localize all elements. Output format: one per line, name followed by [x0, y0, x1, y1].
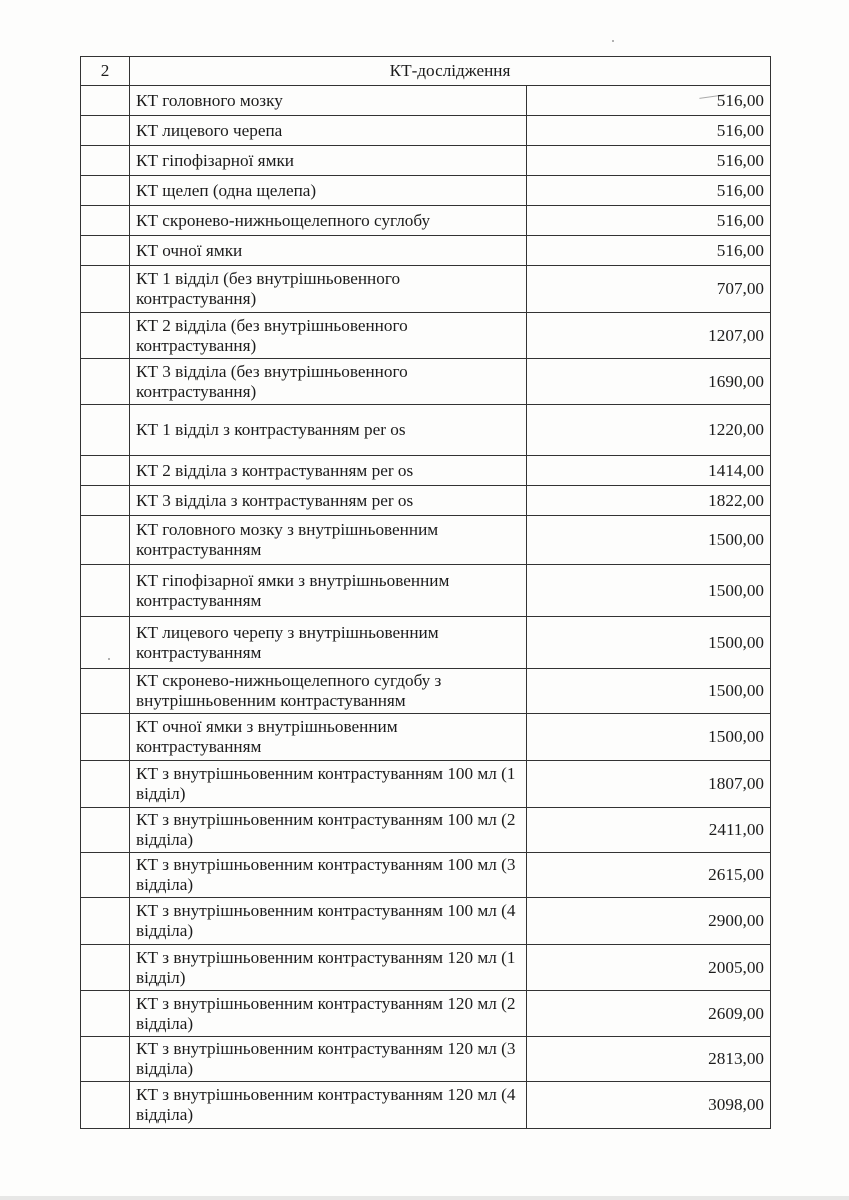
service-price: 1500,00 — [527, 669, 771, 714]
service-name: КТ з внутрішньовенним контрастуванням 120 мл (2 відділа) — [130, 991, 527, 1037]
row-number-cell — [81, 206, 130, 236]
service-price: 2609,00 — [527, 991, 771, 1037]
table-row — [81, 853, 771, 898]
row-number-cell — [81, 516, 130, 565]
table-row — [81, 516, 771, 565]
row-number-cell — [81, 176, 130, 206]
row-number-cell — [81, 86, 130, 116]
service-price: 1220,00 — [527, 405, 771, 456]
table-row — [81, 206, 771, 236]
row-number-cell — [81, 1082, 130, 1129]
scan-speck — [612, 40, 614, 42]
service-name: КТ лицевого черепу з внутрішньовенним контрастуванням — [130, 617, 527, 669]
service-name: КТ 2 відділа (без внутрішньовенного контрастування) — [130, 313, 527, 359]
table-row — [81, 669, 771, 714]
row-number-cell — [81, 456, 130, 486]
service-price: 1207,00 — [527, 313, 771, 359]
table-row — [81, 176, 771, 206]
price-table — [80, 56, 771, 1129]
row-number-cell — [81, 405, 130, 456]
service-price: 1822,00 — [527, 486, 771, 516]
service-name: КТ гіпофізарної ямки — [130, 146, 527, 176]
table-row — [81, 486, 771, 516]
service-name: КТ гіпофізарної ямки з внутрішньовенним контрастуванням — [130, 565, 527, 617]
table-row — [81, 714, 771, 761]
table-row — [81, 1037, 771, 1082]
service-price: 516,00 — [527, 86, 771, 116]
section-number: 2 — [81, 57, 130, 86]
row-number-cell — [81, 486, 130, 516]
service-price: 3098,00 — [527, 1082, 771, 1129]
service-name: КТ головного мозку — [130, 86, 527, 116]
price-table-body — [81, 57, 771, 1129]
service-name: КТ 2 відділа з контрастуванням per os — [130, 456, 527, 486]
service-name: КТ очної ямки з внутрішньовенним контрастуванням — [130, 714, 527, 761]
table-row — [81, 898, 771, 945]
service-name: КТ з внутрішньовенним контрастуванням 120 мл (3 відділа) — [130, 1037, 527, 1082]
service-name: КТ 1 відділ (без внутрішньовенного контрастування) — [130, 266, 527, 313]
service-price: 1414,00 — [527, 456, 771, 486]
scan-edge — [0, 1196, 849, 1200]
table-row — [81, 116, 771, 146]
service-name: КТ з внутрішньовенним контрастуванням 100 мл (1 відділ) — [130, 761, 527, 808]
row-number-cell — [81, 236, 130, 266]
table-row — [81, 808, 771, 853]
row-number-cell — [81, 146, 130, 176]
row-number-cell — [81, 359, 130, 405]
table-row — [81, 313, 771, 359]
service-name: КТ з внутрішньовенним контрастуванням 120 мл (4 відділа) — [130, 1082, 527, 1129]
row-number-cell — [81, 1037, 130, 1082]
row-number-cell — [81, 761, 130, 808]
row-number-cell — [81, 617, 130, 669]
row-number-cell — [81, 116, 130, 146]
table-row — [81, 617, 771, 669]
row-number-cell — [81, 266, 130, 313]
service-name: КТ головного мозку з внутрішньовенним контрастуванням — [130, 516, 527, 565]
table-row — [81, 86, 771, 116]
table-row — [81, 761, 771, 808]
section-header-row — [81, 57, 771, 86]
service-price: 516,00 — [527, 236, 771, 266]
service-name: КТ 3 відділа (без внутрішньовенного контрастування) — [130, 359, 527, 405]
table-row — [81, 405, 771, 456]
service-name: КТ з внутрішньовенним контрастуванням 100 мл (2 відділа) — [130, 808, 527, 853]
table-row — [81, 146, 771, 176]
service-price: 2900,00 — [527, 898, 771, 945]
service-price: 2411,00 — [527, 808, 771, 853]
service-price: 1500,00 — [527, 714, 771, 761]
table-row — [81, 359, 771, 405]
service-price: 2615,00 — [527, 853, 771, 898]
table-row — [81, 456, 771, 486]
table-row — [81, 565, 771, 617]
table-row — [81, 266, 771, 313]
table-row — [81, 945, 771, 991]
service-name: КТ скронево-нижньощелепного суглобу — [130, 206, 527, 236]
service-name: КТ лицевого черепа — [130, 116, 527, 146]
service-price: 2813,00 — [527, 1037, 771, 1082]
service-price: 516,00 — [527, 206, 771, 236]
row-number-cell — [81, 991, 130, 1037]
row-number-cell — [81, 714, 130, 761]
service-name: КТ 1 відділ з контрастуванням per os — [130, 405, 527, 456]
service-name: КТ з внутрішньовенним контрастуванням 120 мл (1 відділ) — [130, 945, 527, 991]
section-title: КТ-дослідження — [130, 57, 771, 86]
service-price: 516,00 — [527, 116, 771, 146]
table-row — [81, 236, 771, 266]
service-name: КТ 3 відділа з контрастуванням per os — [130, 486, 527, 516]
service-price: 1500,00 — [527, 565, 771, 617]
row-number-cell — [81, 808, 130, 853]
row-number-cell — [81, 898, 130, 945]
service-name: КТ скронево-нижньощелепного сугдобу з внутрішньовенним контрастуванням — [130, 669, 527, 714]
service-name: КТ з внутрішньовенним контрастуванням 100 мл (4 відділа) — [130, 898, 527, 945]
service-name: КТ щелеп (одна щелепа) — [130, 176, 527, 206]
service-name: КТ з внутрішньовенним контрастуванням 100 мл (3 відділа) — [130, 853, 527, 898]
service-price: 707,00 — [527, 266, 771, 313]
service-price: 1807,00 — [527, 761, 771, 808]
table-row — [81, 991, 771, 1037]
row-number-cell — [81, 669, 130, 714]
service-price: 516,00 — [527, 176, 771, 206]
service-price: 1500,00 — [527, 516, 771, 565]
service-name: КТ очної ямки — [130, 236, 527, 266]
service-price: 1690,00 — [527, 359, 771, 405]
row-number-cell — [81, 945, 130, 991]
row-number-cell — [81, 313, 130, 359]
table-row — [81, 1082, 771, 1129]
row-number-cell — [81, 853, 130, 898]
service-price: 516,00 — [527, 146, 771, 176]
service-price: 1500,00 — [527, 617, 771, 669]
service-price: 2005,00 — [527, 945, 771, 991]
row-number-cell — [81, 565, 130, 617]
